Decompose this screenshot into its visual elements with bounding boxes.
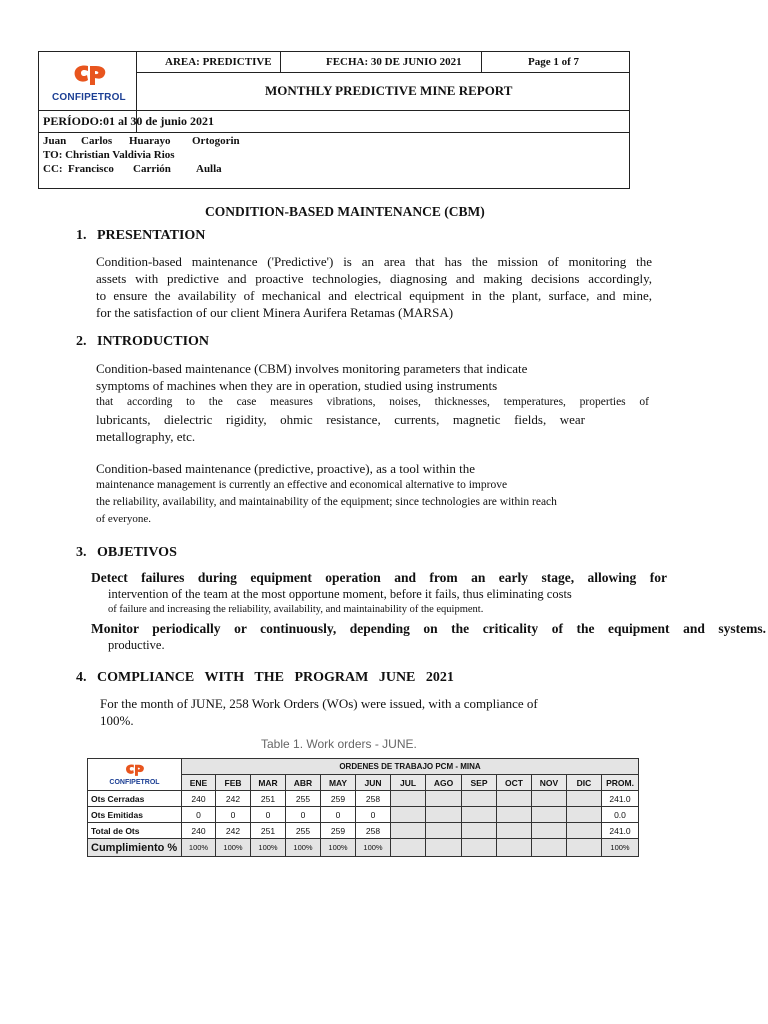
table-cell: [532, 791, 567, 807]
table-cell: [426, 791, 462, 807]
table-cell: 251: [251, 791, 286, 807]
table-logo-cell: [88, 759, 182, 791]
introduction-line: Condition-based maintenance (predictive, proactive), as a tool within the: [96, 461, 476, 476]
table-cell: 0: [182, 807, 216, 823]
cumplimiento-cell: [462, 839, 497, 857]
cumplimiento-cell: [426, 839, 462, 857]
cumplimiento-cell: [497, 839, 532, 857]
cumplimiento-cell: 100%: [602, 839, 639, 857]
objective-1: [91, 570, 667, 618]
cumplimiento-cell: 100%: [182, 839, 216, 857]
introduction-heading: 2. INTRODUCTION: [76, 334, 210, 349]
introduction-line: that according to the case measures vibrations, noises, thicknesses, temperatures, properties of: [96, 396, 649, 408]
fecha-label: FECHA: 30 DE JUNIO 2021: [326, 56, 462, 68]
introduction-line: the reliability, availability, and maintainability of the equipment; since technologies are within reach: [96, 496, 557, 508]
confipetrol-logo-icon: [120, 763, 150, 777]
introduction-text-1: [96, 360, 649, 445]
introduction-text-2: [96, 460, 661, 528]
month-header: SEP: [462, 775, 497, 791]
cc-label: CC:: [43, 163, 63, 175]
introduction-line: maintenance management is currently an effective and economical alternative to improve: [96, 479, 508, 491]
table-caption: Table 1. Work orders - JUNE.: [261, 737, 417, 751]
objective-1-title: Detect failures during equipment operation and from an early stage, allowing for: [91, 570, 667, 585]
table-cell: 240: [182, 823, 216, 839]
table-cell: 0: [251, 807, 286, 823]
objetivos-heading: 3. OBJETIVOS: [76, 545, 177, 560]
month-header: PROM.: [602, 775, 639, 791]
table-cell: [462, 807, 497, 823]
table-title-row: [88, 759, 639, 775]
cc-second-last-name: Aulla: [196, 163, 222, 175]
table-cell: 0: [356, 807, 391, 823]
compliance-line: 100%.: [100, 713, 134, 728]
presentation-line: Condition-based maintenance ('Predictive') is an area that has the mission of monitoring the: [96, 254, 652, 269]
from-last-name: Huarayo: [129, 135, 171, 147]
from-first-name: Juan: [43, 135, 67, 147]
introduction-line: lubricants, dielectric rigidity, ohmic resistance, currents, magnetic fields, wear: [96, 412, 585, 427]
recipients: [43, 134, 240, 176]
month-header: AGO: [426, 775, 462, 791]
month-header: MAY: [321, 775, 356, 791]
doc-title: CONDITION-BASED MAINTENANCE (CBM): [205, 204, 485, 219]
presentation-line: for the satisfaction of our client Minera Aurifera Retamas (MARSA): [96, 305, 454, 320]
logo-text: CONFIPETROL: [52, 92, 126, 103]
month-header: DIC: [567, 775, 602, 791]
table-cell: [391, 823, 426, 839]
month-header: MAR: [251, 775, 286, 791]
presentation-text: [96, 253, 652, 321]
objective-2-line: productive.: [108, 638, 165, 652]
table-cell: [567, 791, 602, 807]
introduction-line: metallography, etc.: [96, 429, 196, 444]
from-middle-name: Carlos: [81, 135, 113, 147]
table-row: [88, 823, 639, 839]
table-cell: 0.0: [602, 807, 639, 823]
compliance-heading: 4. COMPLIANCE WITH THE PROGRAM JUNE 2021: [76, 670, 454, 685]
cumplimiento-cell: 100%: [321, 839, 356, 857]
table-cell: 0: [321, 807, 356, 823]
table-cell: 258: [356, 791, 391, 807]
table-cell: [567, 823, 602, 839]
table-cell: 242: [216, 791, 251, 807]
introduction-line: symptoms of machines when they are in operation, studied using instruments: [96, 378, 498, 393]
table-cell: 251: [251, 823, 286, 839]
report-title: MONTHLY PREDICTIVE MINE REPORT: [265, 83, 513, 98]
table-cell: 0: [216, 807, 251, 823]
presentation-line: to ensure the availability of mechanical and electrical equipment in the plant, surface, and mine,: [96, 288, 652, 303]
report-header: [38, 51, 630, 189]
table-cell: 259: [321, 791, 356, 807]
cumplimiento-cell: 100%: [286, 839, 321, 857]
row-label: Total de Ots: [88, 823, 182, 839]
to-line: TO: Christian Valdivia Rios: [43, 149, 175, 161]
cumplimiento-cell: [567, 839, 602, 857]
compliance-line: For the month of JUNE, 258 Work Orders (WOs) were issued, with a compliance of: [100, 696, 538, 711]
table-cell: [391, 791, 426, 807]
work-orders-table: [87, 758, 639, 857]
table-cell: [567, 807, 602, 823]
table-cell: [462, 823, 497, 839]
table-cell: [426, 807, 462, 823]
month-header: JUN: [356, 775, 391, 791]
table-cell: [391, 807, 426, 823]
row-label: Ots Emitidas: [88, 807, 182, 823]
table-cell: [497, 791, 532, 807]
table-cell: 259: [321, 823, 356, 839]
month-header: ABR: [286, 775, 321, 791]
table-cell: 258: [356, 823, 391, 839]
cumplimiento-cell: [532, 839, 567, 857]
table-cell: 0: [286, 807, 321, 823]
table-cell: [532, 823, 567, 839]
presentation-line: assets with predictive and proactive technologies, diagnosing and making decisions accordingly,: [96, 271, 652, 286]
cumplimiento-cell: 100%: [356, 839, 391, 857]
table-cell: 242: [216, 823, 251, 839]
month-header: JUL: [391, 775, 426, 791]
month-header: ENE: [182, 775, 216, 791]
area-label: AREA: PREDICTIVE: [165, 56, 272, 68]
cc-last-name: Carrión: [133, 163, 171, 175]
table-cell: [462, 791, 497, 807]
table-cell: 255: [286, 823, 321, 839]
table-cell: 241.0: [602, 823, 639, 839]
table-cell: 240: [182, 791, 216, 807]
objective-1-line: intervention of the team at the most opportune moment, before it fails, thus eliminating costs: [108, 587, 572, 601]
objective-2-title: Monitor periodically or continuously, depending on the criticality of the equipment and systems.: [91, 621, 766, 636]
table-cell: [497, 823, 532, 839]
table-row: [88, 791, 639, 807]
introduction-line: Condition-based maintenance (CBM) involves monitoring parameters that indicate: [96, 361, 528, 376]
table-row: [88, 807, 639, 823]
cumplimiento-label: Cumplimiento %: [88, 839, 182, 857]
cumplimiento-cell: 100%: [251, 839, 286, 857]
introduction-line: of everyone.: [96, 513, 151, 525]
presentation-heading: 1. PRESENTATION: [76, 228, 206, 243]
from-second-last-name: Ortogorin: [192, 135, 240, 147]
cumplimiento-row: [88, 839, 639, 857]
confipetrol-logo-icon: [72, 63, 108, 87]
objective-1-line: of failure and increasing the reliability, availability, and maintainability of the equipment.: [108, 604, 484, 615]
month-header: FEB: [216, 775, 251, 791]
cc-first-name: Francisco: [68, 163, 114, 175]
month-header: NOV: [532, 775, 567, 791]
row-label: Ots Cerradas: [88, 791, 182, 807]
objective-2: [91, 621, 766, 653]
table-logo-text: CONFIPETROL: [109, 778, 160, 786]
page-number: Page 1 of 7: [528, 56, 580, 68]
periodo-label: PERÍODO:01 al 30 de junio 2021: [43, 114, 215, 128]
compliance-text: [100, 695, 590, 729]
table-cell: [532, 807, 567, 823]
month-header: OCT: [497, 775, 532, 791]
table-cell: [497, 807, 532, 823]
table-cell: 255: [286, 791, 321, 807]
cumplimiento-cell: [391, 839, 426, 857]
table-title: ORDENES DE TRABAJO PCM - MINA: [182, 759, 639, 775]
cumplimiento-cell: 100%: [216, 839, 251, 857]
table-cell: 241.0: [602, 791, 639, 807]
table-cell: [426, 823, 462, 839]
